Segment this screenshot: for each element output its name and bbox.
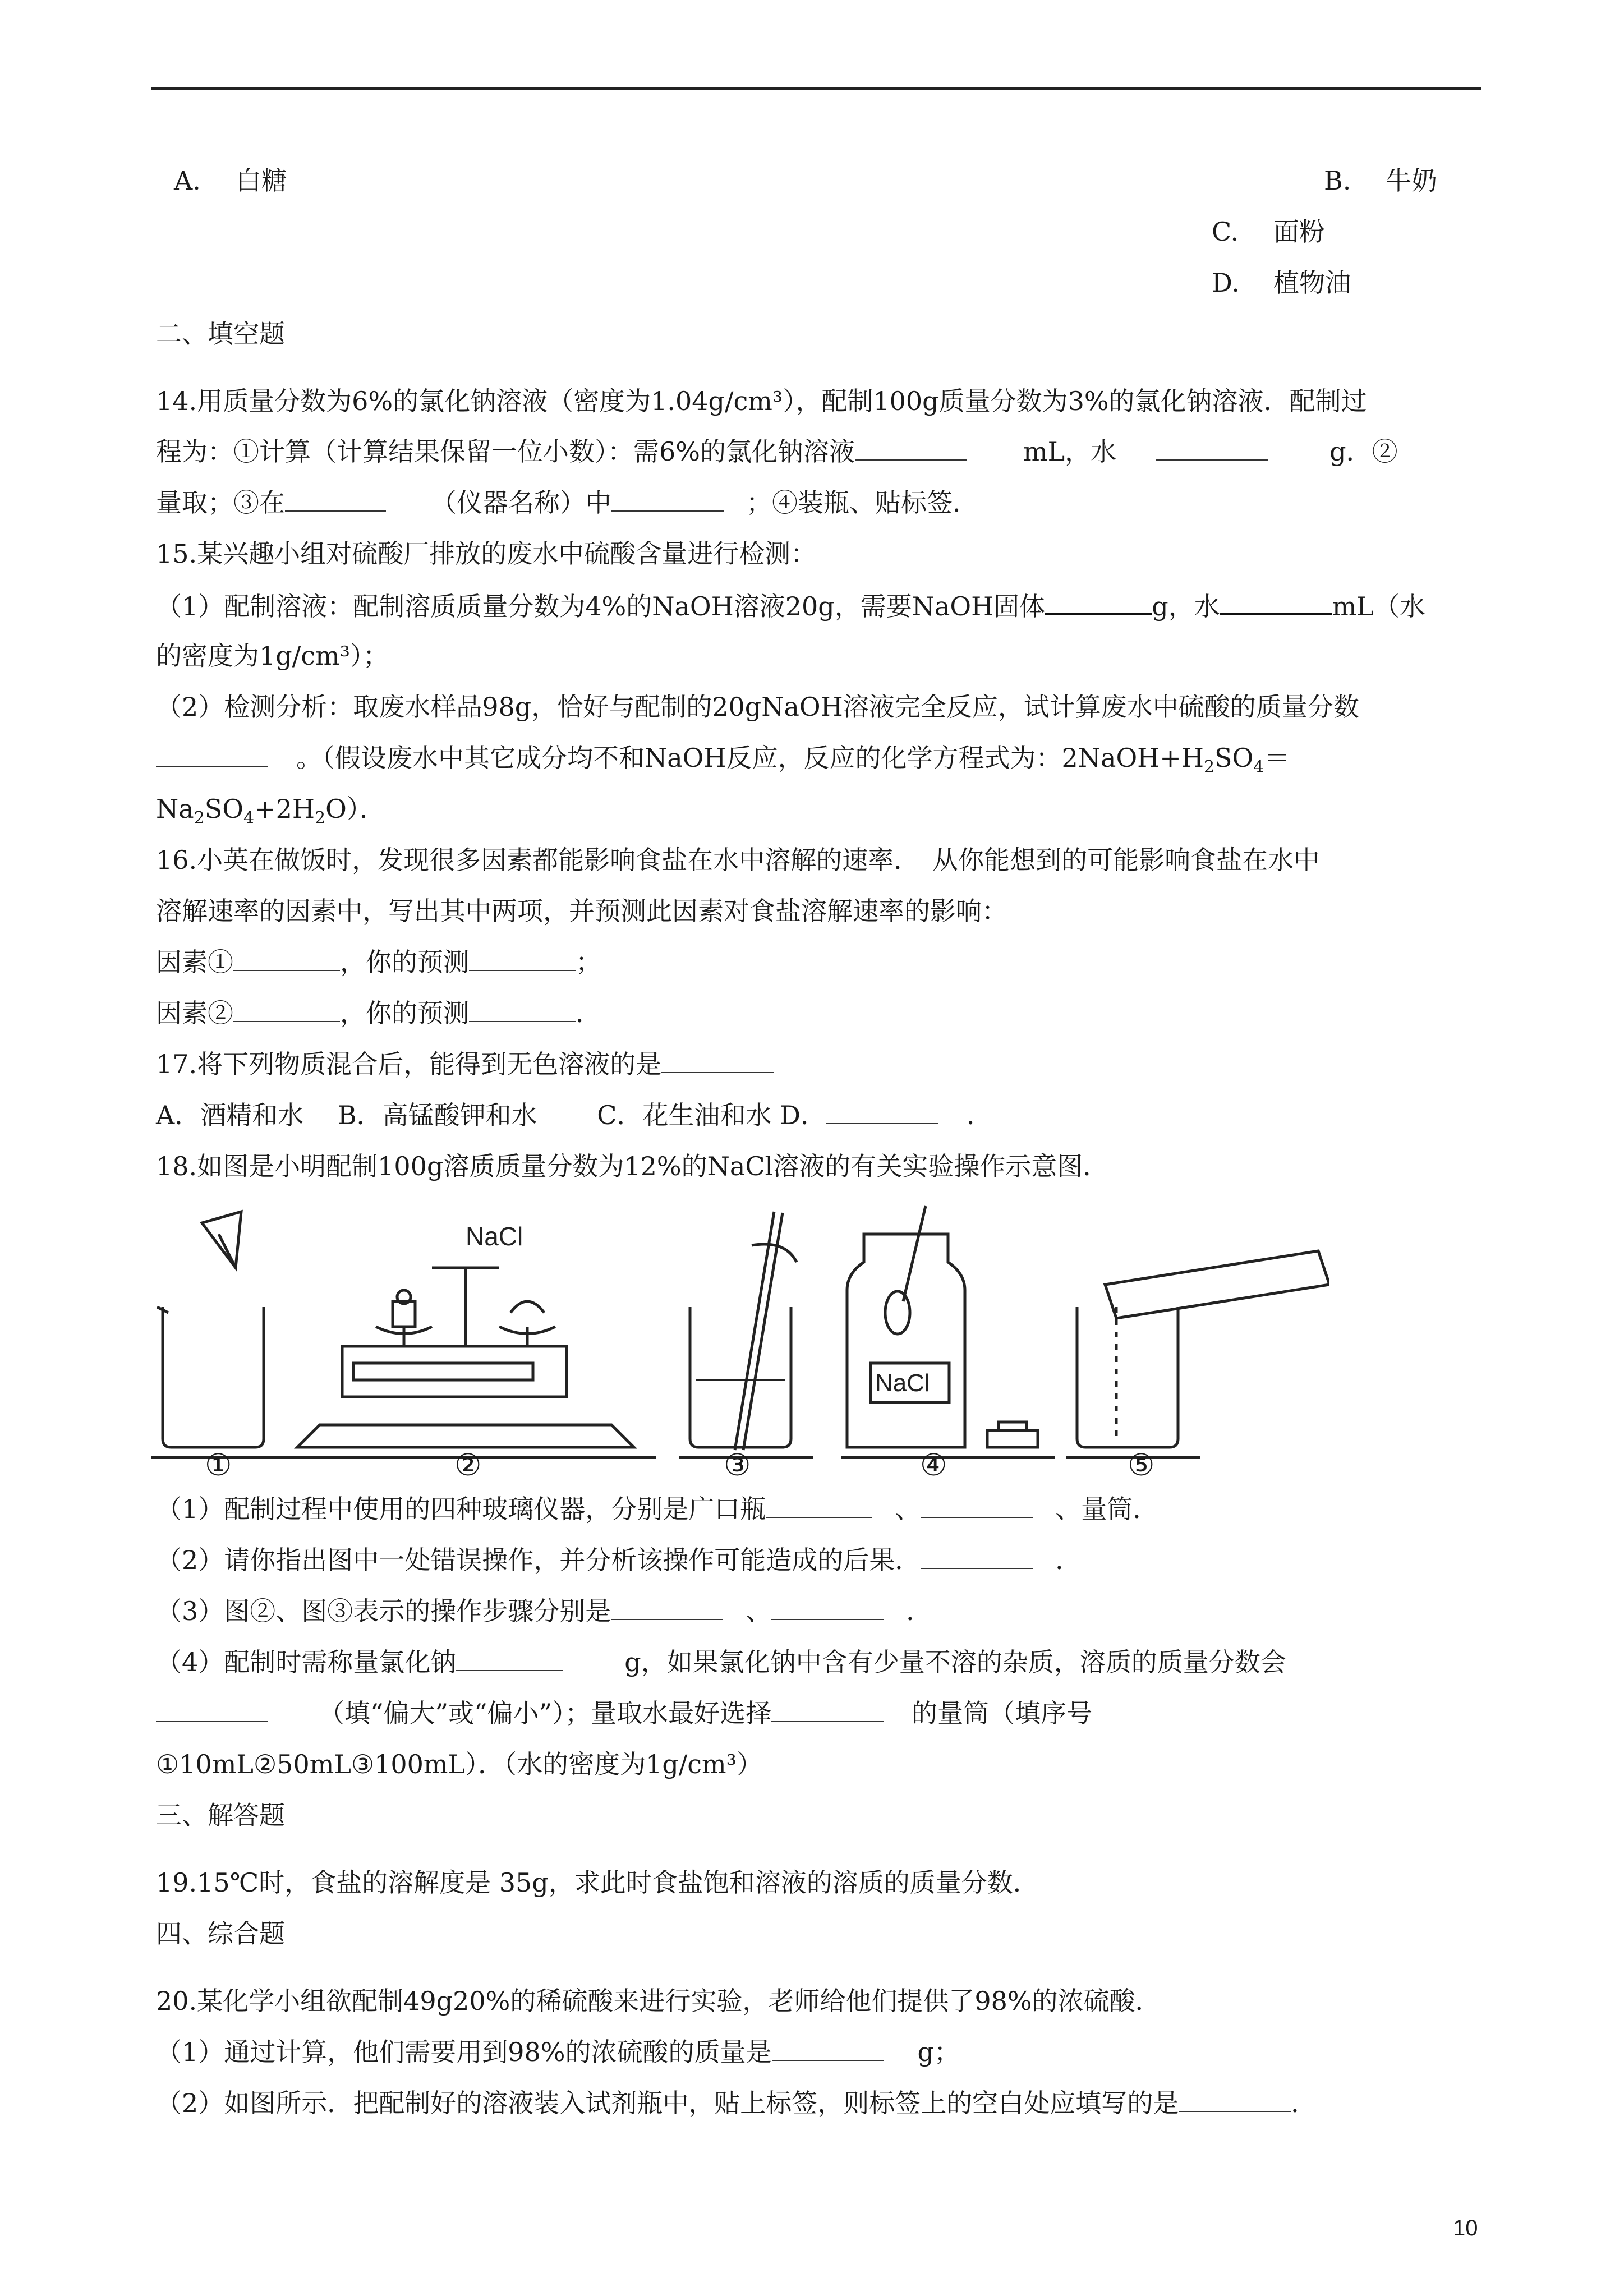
q16-blank-1[interactable] [233, 945, 340, 971]
q18-sub2: （2）请你指出图中一处错误操作，并分析该操作可能造成的后果． ． [156, 1543, 1081, 1577]
beaker-icon [157, 1307, 264, 1447]
q13-option-d: D. 植物油 [1212, 268, 1351, 298]
q15-line4: （2）检测分析：取废水样品98g，恰好与配制的20gNaOH溶液完全反应，试计算废水中硫酸的质量分数 [156, 692, 1359, 722]
q18-blank-4[interactable] [611, 1594, 723, 1620]
section-heading-comprehensive: 四、综合题 [156, 1918, 285, 1949]
q15-blank-1[interactable] [1045, 588, 1152, 615]
experiment-figure-svg [151, 1200, 1329, 1481]
figure-number-3: ③ [724, 1447, 751, 1483]
q18-blank-1[interactable] [766, 1492, 872, 1518]
figure-number-4: ④ [920, 1447, 947, 1483]
q20-line3: （2）如图所示．把配制好的溶液装入试剂瓶中，贴上标签，则标签上的空白处应填写的是 ． [156, 2086, 1317, 2120]
q18-sub1: （1）配制过程中使用的四种玻璃仪器，分别是广口瓶 、 、量筒． [156, 1492, 1158, 1526]
pouring-beaker-icon [1066, 1251, 1329, 1457]
q16-blank-2[interactable] [469, 945, 576, 971]
figure-number-1: ① [205, 1447, 232, 1483]
q14-line1: 14.用质量分数为6%的氯化钠溶液（密度为1.04g/cm³），配制100g质量分数为3%的氯化钠溶液．配制过 [156, 386, 1367, 416]
experiment-figure [151, 1200, 1329, 1481]
figure-label-nacl-bottle: NaCl [875, 1369, 930, 1397]
q17-line2: A．酒精和水 B．高锰酸钾和水 C．花生油和水 D． ． [156, 1098, 992, 1132]
q15-line6: $Na_2SO_4+2H_2O$）． [156, 794, 385, 829]
q14-blank-1[interactable] [855, 435, 967, 461]
section-heading-answer: 三、解答题 [156, 1800, 285, 1830]
q16-factor-1: 因素① ，你的预测 ； [156, 945, 601, 979]
stirring-beaker-icon [679, 1212, 813, 1457]
q16-blank-3[interactable] [233, 996, 340, 1022]
q18-blank-5[interactable] [771, 1594, 884, 1620]
q13-option-c: C. 面粉 [1212, 217, 1325, 247]
figure-label-nacl-balance: NaCl [466, 1222, 523, 1251]
figure-number-2: ② [454, 1447, 482, 1483]
q16-line2: 溶解速率的因素中，写出其中两项，并预测此因素对食盐溶解速率的影响： [156, 896, 1007, 926]
q15-line1: 15.某兴趣小组对硫酸厂排放的废水中硫酸含量进行检测： [156, 539, 817, 569]
figure-number-5: ⑤ [1128, 1447, 1155, 1483]
q15-line3: 的密度为1g/cm³）； [156, 641, 389, 671]
q16-factor-2: 因素② ，你的预测 ． [156, 996, 601, 1030]
q20-blank-2[interactable] [1179, 2086, 1291, 2112]
q18-blank-6[interactable] [456, 1645, 563, 1671]
q14-line3: 量取；③在 （仪器名称）中 ；④装瓶、贴标签． [156, 486, 978, 519]
q18-blank-3[interactable] [921, 1543, 1033, 1569]
q18-sub6: ①10mL②50mL③100mL）．（水的密度为1g/cm³） [156, 1749, 763, 1779]
q18-sub3: （3）图②、图③表示的操作步骤分别是 、 ． [156, 1594, 932, 1628]
q15-line5: 。（假设废水中其它成分均不和NaOH反应，反应的化学方程式为：$2NaOH+H_2SO_4=$ [156, 741, 1290, 775]
q14-blank-2[interactable] [1156, 435, 1268, 461]
q20-line1: 20.某化学小组欲配制49g20%的稀硫酸来进行实验，老师给他们提供了98%的浓硫酸． [156, 1986, 1161, 2016]
q13-option-a: A. 白糖 [174, 165, 287, 196]
q16-line1: 16.小英在做饭时，发现很多因素都能影响食盐在水中溶解的速率． 从你能想到的可能影响食盐在水中 [156, 845, 1320, 875]
q18-blank-7[interactable] [156, 1696, 268, 1722]
q18-blank-8[interactable] [771, 1696, 884, 1722]
q18-blank-2[interactable] [921, 1492, 1033, 1518]
q18-sub4: （4）配制时需称量氯化钠 g，如果氯化钠中含有少量不溶的杂质，溶质的质量分数会 [156, 1645, 1286, 1679]
q14-blank-3[interactable] [285, 486, 386, 512]
q17-blank-2[interactable] [826, 1098, 938, 1124]
q17-line1: 17.将下列物质混合后，能得到无色溶液的是 [156, 1047, 774, 1081]
q14-line2: 程为：①计算（计算结果保留一位小数）：需6%的氯化钠溶液 mL，水 g．② [156, 435, 1398, 468]
weighing-paper-icon [202, 1212, 241, 1268]
q15-blank-2[interactable] [1220, 588, 1332, 615]
q14-blank-4[interactable] [611, 486, 724, 512]
q20-line2: （1）通过计算，他们需要用到98%的浓硫酸的质量是 g； [156, 2035, 960, 2069]
q19-text: 19.15℃时，食盐的溶解度是 35g，求此时食盐饱和溶液的溶质的质量分数． [156, 1867, 1039, 1898]
page-number: 10 [1453, 2216, 1478, 2240]
q20-blank-1[interactable] [772, 2035, 884, 2061]
q17-blank-1[interactable] [661, 1047, 774, 1073]
section-heading-fill-in: 二、填空题 [156, 319, 285, 349]
q15-line2: （1）配制溶液：配制溶质质量分数为4%的NaOH溶液20g，需要NaOH固体 g，水 mL（水 [156, 588, 1425, 623]
q13-option-b: B. 牛奶 [1324, 165, 1437, 196]
q18-line1: 18.如图是小明配制100g溶质质量分数为12%的NaCl溶液的有关实验操作示意图． [156, 1151, 1109, 1181]
reagent-bottle-icon [841, 1206, 1055, 1457]
header-rule [151, 87, 1481, 90]
balance-scale-icon [286, 1268, 656, 1457]
q18-sub5: （填“偏大”或“偏小”）；量取水最好选择 的量筒（填序号 [156, 1696, 1092, 1730]
q16-blank-4[interactable] [469, 996, 576, 1022]
q15-blank-3[interactable] [156, 741, 268, 767]
